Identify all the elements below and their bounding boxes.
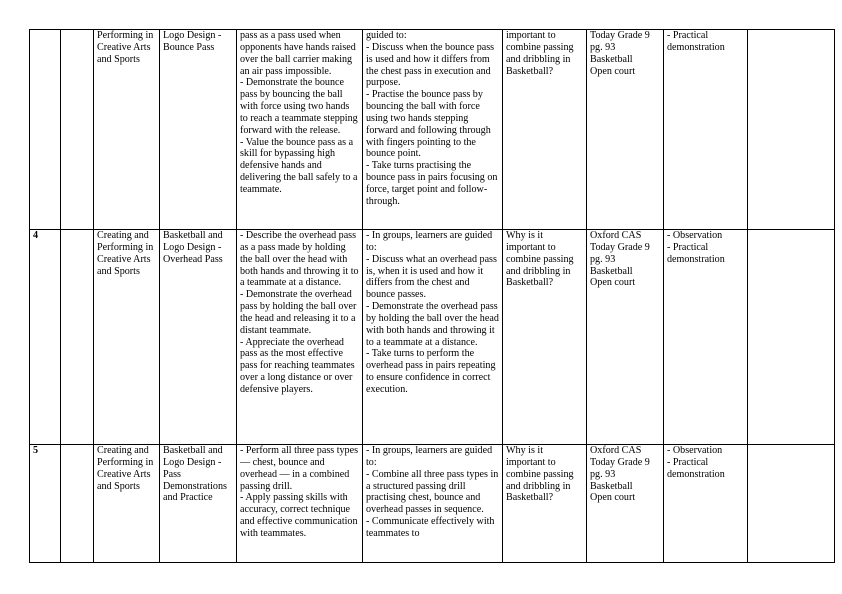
assessment-cell — [664, 30, 748, 230]
assessment-line: - Practical demonstration — [667, 30, 725, 53]
outcomes-cell — [237, 30, 363, 230]
experience-line: - Take turns practising the bounce pass in pairs focusing on force, target point and follow-through. — [366, 160, 498, 207]
inquiry-cell: Why is it important to combine passing and dribbling in Basketball? — [503, 230, 587, 445]
resource-line: Open court — [590, 492, 636, 504]
resources-cell — [587, 230, 664, 445]
resource-line: Basketball — [590, 265, 633, 277]
experience-line: - Take turns to perform the overhead pass in pairs repeating to ensure confidence in correct execution. — [366, 348, 496, 395]
outcome-line: - Apply passing skills with accuracy, correct technique and effective communication with teammates. — [240, 492, 358, 539]
strand-cell: Performing in Creative Arts and Sports — [94, 30, 160, 230]
resource-line: Oxford CAS Today Grade 9 pg. 93 — [590, 230, 650, 265]
resource-line: Basketball — [590, 53, 633, 65]
outcomes-cell — [237, 445, 363, 563]
assessment-line: - Observation — [667, 445, 723, 456]
outcome-line: - Appreciate the overhead pass as the most effective pass for reaching teammates over a long distance or over defensive players. — [240, 336, 355, 395]
reflection-cell — [748, 445, 835, 563]
outcome-line: - Value the bounce pass as a skill for bypassing high defensive hands and delivering the ball safely to a teammate. — [240, 136, 358, 195]
experience-line: - Discuss what an overhead pass is, when it is used and how it differs from the chest and bounce passes. — [366, 253, 497, 301]
outcome-line: - Describe the overhead pass as a pass made by holding the ball over the head with both hands and throwing it to a teammate at a distance. — [240, 230, 359, 289]
table-row — [30, 30, 835, 230]
lesson-cell — [61, 30, 94, 230]
resource-line: Oxford CAS Today Grade 9 pg. 93 — [590, 445, 650, 480]
experience-line: - In groups, learners are guided to: — [366, 445, 493, 468]
experience-line: - Discuss when the bounce pass is used and how it differs from the chest pass in execution and purpose. — [366, 41, 495, 89]
resource-line: Today Grade 9 pg. 93 — [590, 30, 650, 53]
resource-line: Basketball — [590, 480, 633, 492]
week-cell: 4 — [30, 230, 61, 445]
assessment-line: - Observation — [667, 230, 723, 241]
experience-line: - Demonstrate the overhead pass by holding the ball over the head with both hands and throwing it to a teammate at a distance. — [366, 301, 499, 348]
assessment-line: - Practical demonstration — [667, 241, 725, 265]
inquiry-cell: important to combine passing and dribbling in Basketball? — [503, 30, 587, 230]
assessment-cell — [664, 230, 748, 445]
strand-cell: Creating and Performing in Creative Arts and Sports — [94, 445, 160, 563]
resource-line: Open court — [590, 277, 636, 289]
experience-line: - Communicate effectively with teammates to — [366, 516, 495, 539]
lesson-cell — [61, 445, 94, 563]
resources-cell — [587, 30, 664, 230]
experiences-cell — [363, 230, 503, 445]
outcomes-cell — [237, 230, 363, 445]
reflection-cell — [748, 230, 835, 445]
week-cell: 5 — [30, 445, 61, 563]
inquiry-cell: Why is it important to combine passing and dribbling in Basketball? — [503, 445, 587, 563]
experience-line: - Practise the bounce pass by bouncing the ball with force using two hands stepping forward and following through with fingers pointing to the bounce point. — [366, 89, 491, 160]
experience-line: - In groups, learners are guided to: — [366, 230, 493, 253]
experience-line: guided to: — [366, 30, 407, 41]
assessment-line: - Practical demonstration — [667, 456, 725, 480]
strand-cell: Creating and Performing in Creative Arts and Sports — [94, 230, 160, 445]
sub-strand-cell: Basketball and Logo Design - Pass Demonstrations and Practice — [160, 445, 237, 563]
assessment-cell — [664, 445, 748, 563]
table-row — [30, 445, 835, 563]
outcome-line: - Perform all three pass types — chest, bounce and overhead — in a combined passing drill. — [240, 445, 359, 492]
experience-line: - Combine all three pass types in a structured passing drill practising chest, bounce and overhead passes in sequence. — [366, 468, 499, 516]
reflection-cell — [748, 30, 835, 230]
scheme-of-work-table — [29, 29, 835, 563]
sub-strand-cell: Basketball and Logo Design - Overhead Pass — [160, 230, 237, 445]
resource-line: Open court — [590, 65, 636, 77]
resources-cell — [587, 445, 664, 563]
outcome-line: - Demonstrate the overhead pass by holding the ball over the head and releasing it to a distant teammate. — [240, 289, 357, 336]
outcome-line: - Demonstrate the bounce pass by bouncing the ball with force using two hands to reach a teammate stepping forward with the release. — [240, 77, 358, 136]
experiences-cell — [363, 445, 503, 563]
experiences-cell — [363, 30, 503, 230]
sub-strand-cell: Logo Design - Bounce Pass — [160, 30, 237, 230]
week-cell — [30, 30, 61, 230]
outcome-line: pass as a pass used when opponents have hands raised over the ball carrier making an air pass impossible. — [240, 30, 356, 77]
table-row — [30, 230, 835, 445]
lesson-cell — [61, 230, 94, 445]
